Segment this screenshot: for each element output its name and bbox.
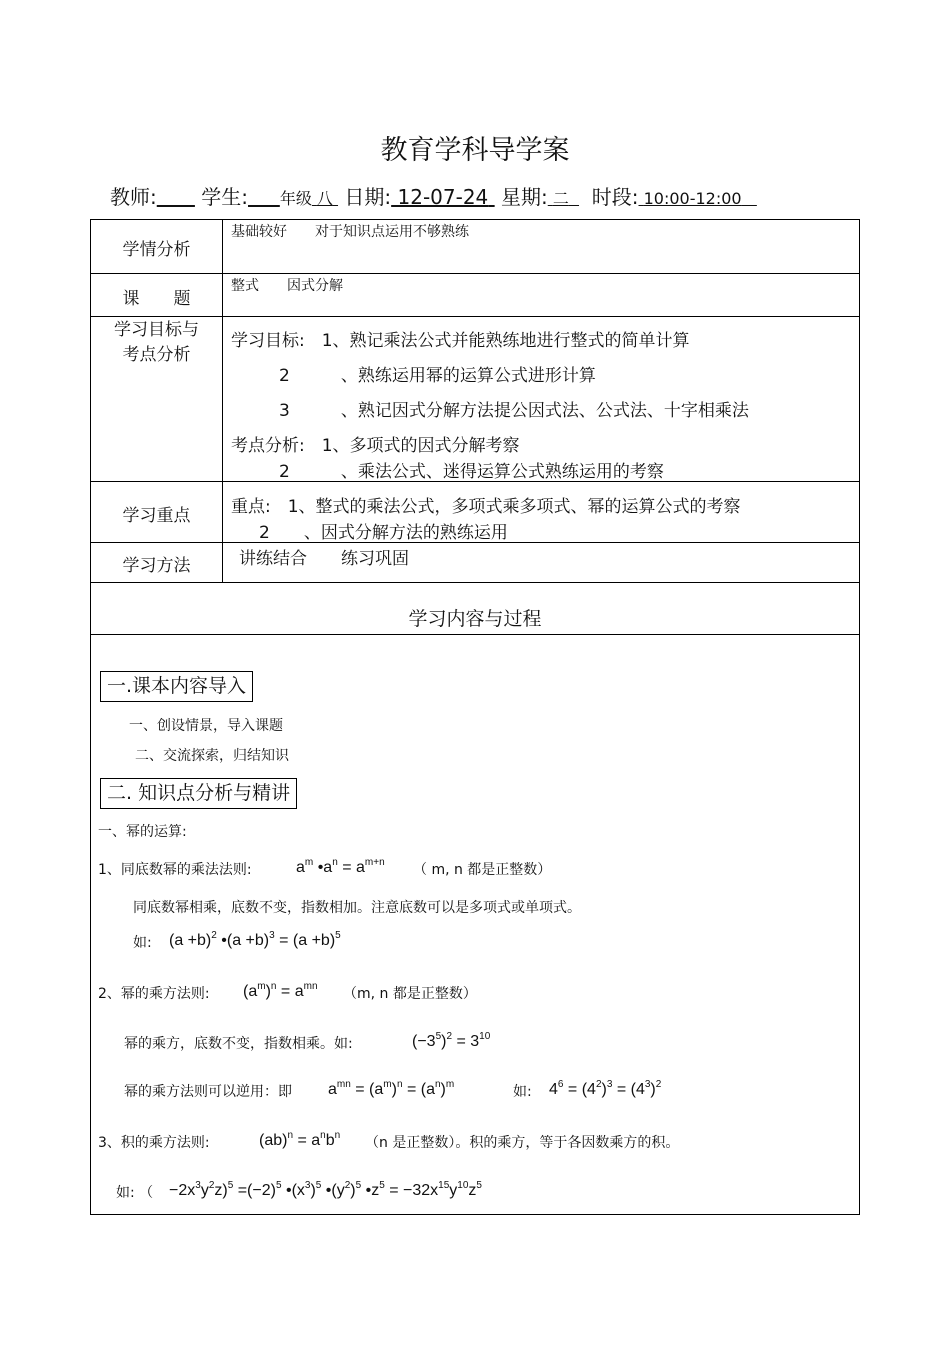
row-divider <box>91 634 859 635</box>
example-label: 如: <box>133 935 152 951</box>
period-value: 10:00-12:00 <box>643 189 742 208</box>
rule1-desc: 同底数幂相乘，底数不变，指数相加。注意底数可以是多项式或单项式。 <box>133 900 581 916</box>
example-label: 如: <box>513 1084 532 1100</box>
page-title: 教育学科导学案 <box>380 135 570 166</box>
grade-label: 年级 <box>279 189 312 208</box>
rule1-example: $(a +b)^2$ •(a $+b)^3 = (a +b)^5$ <box>169 930 341 949</box>
topic-value: 整式 因式分解 <box>231 278 343 294</box>
situation-label: 学情分析 <box>122 240 191 260</box>
goals-label: 学习目标与 考点分析 <box>114 320 199 365</box>
date-label: 日期: <box>344 185 392 209</box>
rule3-formula: $(ab)^n = a^nb^n$ <box>259 1130 341 1149</box>
rule3-desc: （n 是正整数）。积的乘方，等于各因数乘方的积。 <box>365 1135 680 1151</box>
goal-item: 2 、熟练运用幂的运算公式进形计算 <box>279 366 596 386</box>
column-divider <box>222 220 223 582</box>
rule1-label: 1、同底数幂的乘法法则: <box>98 862 252 878</box>
rule2-example: $(-3^5)^2 = 3^{10}$ <box>412 1031 491 1050</box>
goal-item: 3 、熟记因式分解方法提公因式法、公式法、十字相乘法 <box>279 401 749 421</box>
point-item: 2 、乘法公式、迷得运算公式熟练运用的考察 <box>279 462 664 482</box>
rule2-reverse: 幂的乘方法则可以逆用：即 <box>124 1084 292 1100</box>
teacher-label: 教师: <box>110 185 157 209</box>
list-item: 二、交流探索，归结知识 <box>135 748 289 764</box>
list-item: 一、创设情景，导入课题 <box>129 718 283 734</box>
info-line <box>110 181 757 210</box>
method-label: 学习方法 <box>122 556 191 576</box>
goal-item: 学习目标: 1、熟记乘法公式并能熟练地进行整式的简单计算 <box>231 331 690 351</box>
rule1-note: （ m, n 都是正整数） <box>413 862 552 878</box>
subsection-label: 一、幂的运算: <box>98 824 187 840</box>
lesson-table <box>90 219 860 1215</box>
rule3-example: $-2x^3y^2z)^5 =(-2)^5$ $•(x^3)^5$ $•(y^2)^5$ $•z^5 = -32x^{15}y^{10}z^5$ <box>169 1180 482 1199</box>
method-value: 讲练结合 练习巩固 <box>239 549 409 569</box>
focus-item: 2 、因式分解方法的熟练运用 <box>259 523 508 543</box>
point-item: 考点分析: 1、多项式的因式分解考察 <box>231 436 520 456</box>
rule2-reverse-formula: $a^{mn} = (a^m)^n = (a^n)^m$ <box>328 1079 455 1098</box>
row-divider <box>91 582 859 583</box>
process-title: 学习内容与过程 <box>408 608 542 630</box>
weekday-label: 星期: <box>501 185 548 209</box>
rule3-label: 3、积的乘方法则: <box>98 1135 210 1151</box>
rule2-reverse-example: $4^6 = (4^2)^3 = (4^3)^2$ <box>549 1079 662 1098</box>
date-value: 12-07-24 <box>397 185 489 209</box>
period-label: 时段: <box>591 185 639 209</box>
situation-value: 基础较好 对于知识点运用不够熟练 <box>231 224 469 240</box>
section1-heading: 一.课本内容导入 <box>100 671 253 702</box>
section2-heading: 二. 知识点分析与精讲 <box>100 778 297 809</box>
row-divider <box>91 316 859 317</box>
student-label: 学生: <box>201 185 249 209</box>
example-label: 如: （ <box>116 1185 154 1201</box>
focus-item: 重点: 1、整式的乘法公式，多项式乘多项式、幂的运算公式的考察 <box>231 497 741 517</box>
row-divider <box>91 273 859 274</box>
rule2-formula: $(a^m)^n = a^{mn}$ <box>243 981 318 1000</box>
rule2-desc: 幂的乘方，底数不变，指数相乘。如: <box>124 1036 353 1052</box>
weekday-value: 二 <box>552 189 569 208</box>
topic-label: 课 题 <box>122 289 191 309</box>
rule1-formula: $a^m$ $•a^n = a^{m+n}$ <box>296 857 385 876</box>
grade-value: 八 <box>316 189 333 208</box>
focus-label: 学习重点 <box>122 506 191 526</box>
rule2-note: （m, n 都是正整数） <box>343 986 477 1002</box>
rule2-label: 2、幂的乘方法则: <box>98 986 210 1002</box>
